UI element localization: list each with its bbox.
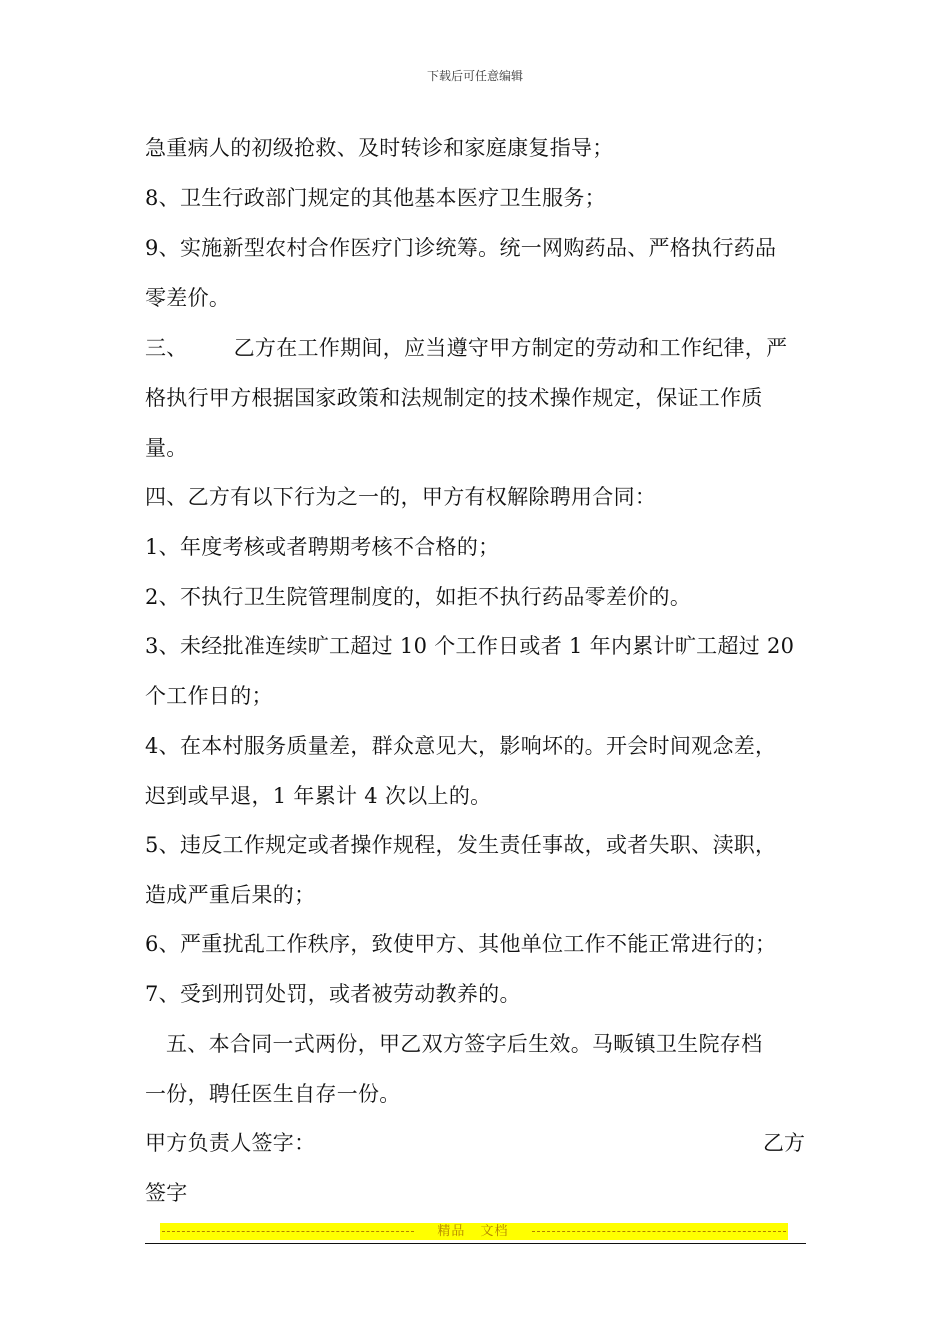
- body-line: 零差价。: [145, 286, 231, 310]
- clause-item: 1、年度考核或者聘期考核不合格的；: [145, 535, 500, 559]
- section-three-number: 三、: [145, 336, 188, 360]
- clause-item: 7、受到刑罚处罚，或者被劳动教养的。: [145, 982, 521, 1006]
- body-line: 一份，聘任医生自存一份。: [145, 1082, 401, 1106]
- footer-rule: [145, 1243, 806, 1244]
- header-note: 下载后可任意编辑: [426, 69, 523, 83]
- signature-party-a: 甲方负责人签字：: [145, 1131, 316, 1155]
- footer-band: [160, 1223, 788, 1240]
- clause-item: 6、严重扰乱工作秩序，致使甲方、其他单位工作不能正常进行的；: [145, 932, 777, 956]
- clause-item-continued: 迟到或早退，1 年累计 4 次以上的。: [145, 784, 492, 808]
- body-line: 乙方在工作期间，应当遵守甲方制定的劳动和工作纪律，严: [233, 336, 788, 360]
- footer-label: 精品 文档: [437, 1224, 509, 1239]
- footer-dash-left: [162, 1231, 414, 1232]
- section-three-line: [145, 334, 787, 362]
- body-line: 9、实施新型农村合作医疗门诊统筹。统一网购药品、严格执行药品: [145, 236, 777, 260]
- body-line: 急重病人的初级抢救、及时转诊和家庭康复指导；: [145, 136, 614, 160]
- clause-item-continued: 造成严重后果的；: [145, 883, 316, 907]
- clause-item-continued: 个工作日的；: [145, 684, 273, 708]
- clause-item: 4、在本村服务质量差，群众意见大，影响坏的。开会时间观念差，: [145, 734, 777, 758]
- body-line: 8、卫生行政部门规定的其他基本医疗卫生服务；: [145, 186, 606, 210]
- footer-dash-right: [532, 1231, 786, 1232]
- body-line: 量。: [145, 436, 188, 460]
- clause-item: 5、违反工作规定或者操作规程，发生责任事故，或者失职、渎职，: [145, 833, 777, 857]
- body-line: 格执行甲方根据国家政策和法规制定的技术操作规定，保证工作质: [145, 386, 763, 410]
- clause-item: 2、不执行卫生院管理制度的，如拒不执行药品零差价的。: [145, 585, 692, 609]
- section-four-heading: 四、乙方有以下行为之一的，甲方有权解除聘用合同：: [145, 485, 657, 509]
- clause-item: 3、未经批准连续旷工超过 10 个工作日或者 1 年内累计旷工超过 20: [145, 634, 795, 658]
- signature-party-b: 乙方: [763, 1131, 805, 1155]
- section-five-line: 五、本合同一式两份，甲乙双方签字后生效。马畈镇卫生院存档: [166, 1032, 763, 1056]
- signature-word: 签字: [145, 1181, 188, 1205]
